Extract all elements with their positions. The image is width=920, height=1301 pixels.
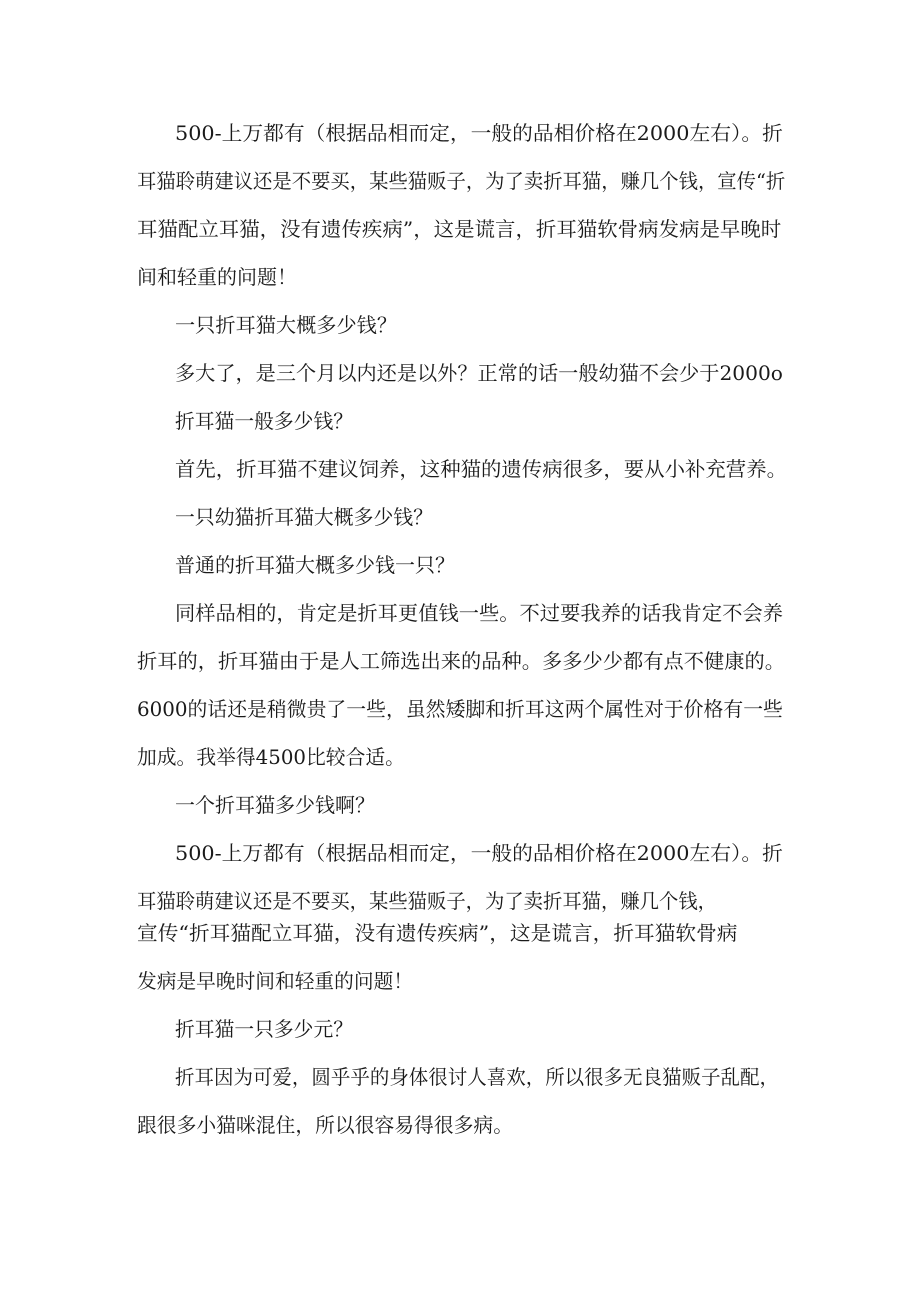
text-line: 发病是早晚时间和轻重的问题！ bbox=[137, 969, 413, 993]
text-line: 多大了，是三个月以内还是以外？正常的话一般幼猫不会少于2000o bbox=[175, 361, 783, 385]
text-line: 一只折耳猫大概多少钱？ bbox=[175, 313, 397, 337]
text-line: 首先，折耳猫不建议饲养，这种猫的遗传病很多，要从小补充营养。 bbox=[175, 457, 787, 481]
text-line: 折耳的，折耳猫由于是人工筛选出来的品种。多多少少都有点不健康的。 bbox=[137, 649, 785, 673]
text-line: 普通的折耳猫大概多少钱一只？ bbox=[175, 553, 455, 577]
text-line: 一个折耳猫多少钱啊？ bbox=[175, 793, 375, 817]
text-line: 加成。我举得4500比较合适。 bbox=[137, 745, 405, 769]
text-line: 跟很多小猫咪混住，所以很容易得很多病。 bbox=[137, 1113, 513, 1137]
text-line: 折耳猫一只多少元？ bbox=[175, 1017, 353, 1041]
text-line: 500-上万都有（根据品相而定，一般的品相价格在2000左右）。折 bbox=[175, 841, 783, 865]
text-line: 耳猫聆萌建议还是不要买，某些猫贩子，为了卖折耳猫，赚几个钱， bbox=[137, 889, 717, 913]
text-line: 耳猫配立耳猫，没有遗传疾病”，这是谎言，折耳猫软骨病发病是早晚时 bbox=[137, 217, 782, 241]
text-line: 折耳因为可爱，圆乎乎的身体很讨人喜欢，所以很多无良猫贩子乱配， bbox=[175, 1065, 779, 1089]
text-line: 间和轻重的问题！ bbox=[137, 265, 297, 289]
text-line: 一只幼猫折耳猫大概多少钱？ bbox=[175, 505, 433, 529]
text-line: 耳猫聆萌建议还是不要买，某些猫贩子，为了卖折耳猫，赚几个钱，宣传“折 bbox=[137, 169, 786, 193]
text-line: 宣传“折耳猫配立耳猫，没有遗传疾病”，这是谎言，折耳猫软骨病 bbox=[137, 921, 738, 945]
text-line: 同样品相的，肯定是折耳更值钱一些。不过要我养的话我肯定不会养 bbox=[175, 601, 783, 625]
text-line: 500-上万都有（根据品相而定，一般的品相价格在2000左右）。折 bbox=[175, 121, 783, 145]
text-line: 折耳猫一般多少钱？ bbox=[175, 409, 353, 433]
text-line: 6000的话还是稍微贵了一些，虽然矮脚和折耳这两个属性对于价格有一些 bbox=[137, 697, 783, 721]
